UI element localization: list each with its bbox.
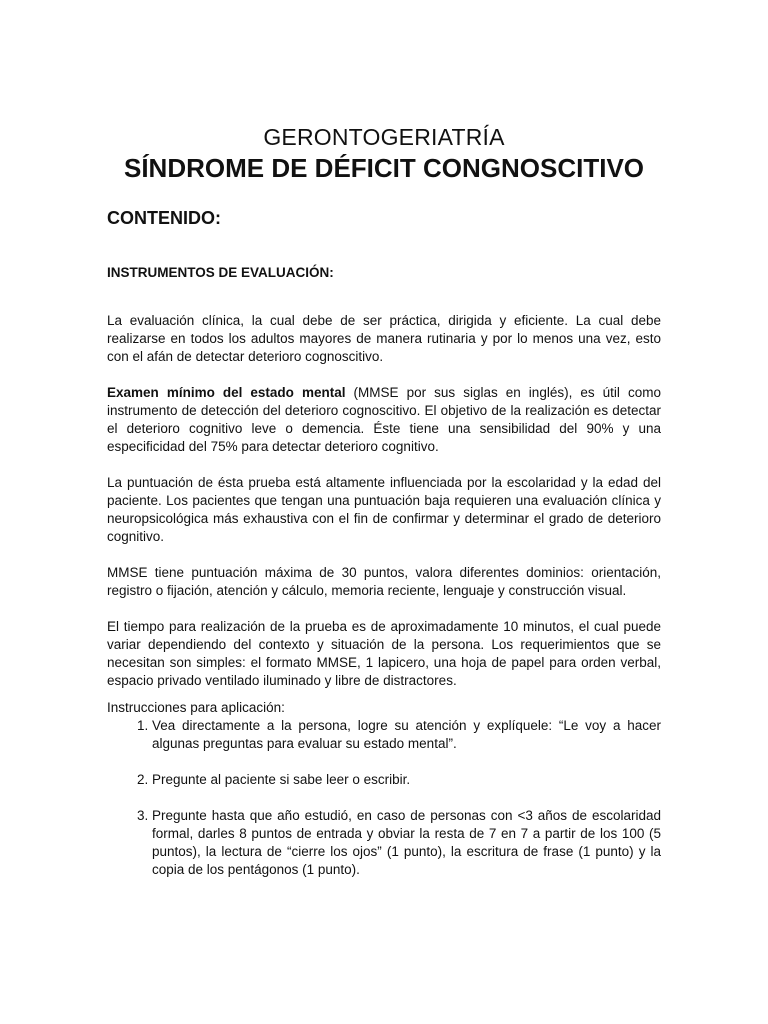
list-item: 3. Pregunte hasta que año estudió, en caso de personas con <3 años de escolaridad formal, darles 8 puntos de entrada y obviar la resta de 7 en 7 a partir de los 100 (5 puntos), la lectura de “cierre los ojos” (1 punto), la escritura de frase (1 punto) y la copia de los pentágonos (1 punto). (152, 807, 661, 879)
mmse-paragraph (107, 384, 661, 456)
domains-paragraph: MMSE tiene puntuación máxima de 30 puntos, valora diferentes dominios: orientación, registro o fijación, atención y cálculo, memoria reciente, lenguaje y construcción visual. (107, 565, 661, 598)
mmse-description: (MMSE por sus siglas en inglés), es útil como instrumento de detección del deterioro cognoscitivo. El objetivo de la realización es detectar el deterioro cognitivo leve o demencia. Éste tiene una sensibilidad del 90% y una especificidad del 75% para detectar deterioro cognitivo. (107, 385, 661, 454)
document-title: SÍNDROME DE DÉFICIT CONGNOSCITIVO (123, 153, 645, 183)
mmse-term: Examen mínimo del estado mental (107, 385, 346, 400)
subject-title: GERONTOGERIATRÍA (263, 124, 505, 150)
content-heading: CONTENIDO: (107, 208, 221, 228)
instructions-list (107, 717, 661, 879)
list-item: 2. Pregunte al paciente si sabe leer o escribir. (152, 771, 661, 789)
score-paragraph: La puntuación de ésta prueba está altamente influenciada por la escolaridad y la edad del paciente. Los pacientes que tengan una puntuación baja requieren una evaluación clínica y neuropsicológica más exhaustiva con el fin de confirmar y determinar el grado de deterioro cognitivo. (107, 475, 661, 544)
instructions-intro: Instrucciones para aplicación: (107, 700, 285, 715)
time-paragraph: El tiempo para realización de la prueba es de aproximadamente 10 minutos, el cual puede variar dependiendo del contexto y situación de la persona. Los requerimientos que se necesitan son simples: el formato MMSE, 1 lapicero, una hoja de papel para orden verbal, espacio privado ventilado iluminado y libre de distractores. (107, 619, 661, 688)
intro-paragraph: La evaluación clínica, la cual debe de ser práctica, dirigida y eficiente. La cual debe realizarse en todos los adultos mayores de manera rutinaria y por lo menos una vez, esto con el afán de detectar deterioro cognoscitivo. (107, 313, 661, 364)
list-item: 1. Vea directamente a la persona, logre su atención y explíquele: “Le voy a hacer algunas preguntas para evaluar su estado mental”. (152, 717, 661, 753)
section-heading: INSTRUMENTOS DE EVALUACIÓN: (107, 265, 334, 280)
